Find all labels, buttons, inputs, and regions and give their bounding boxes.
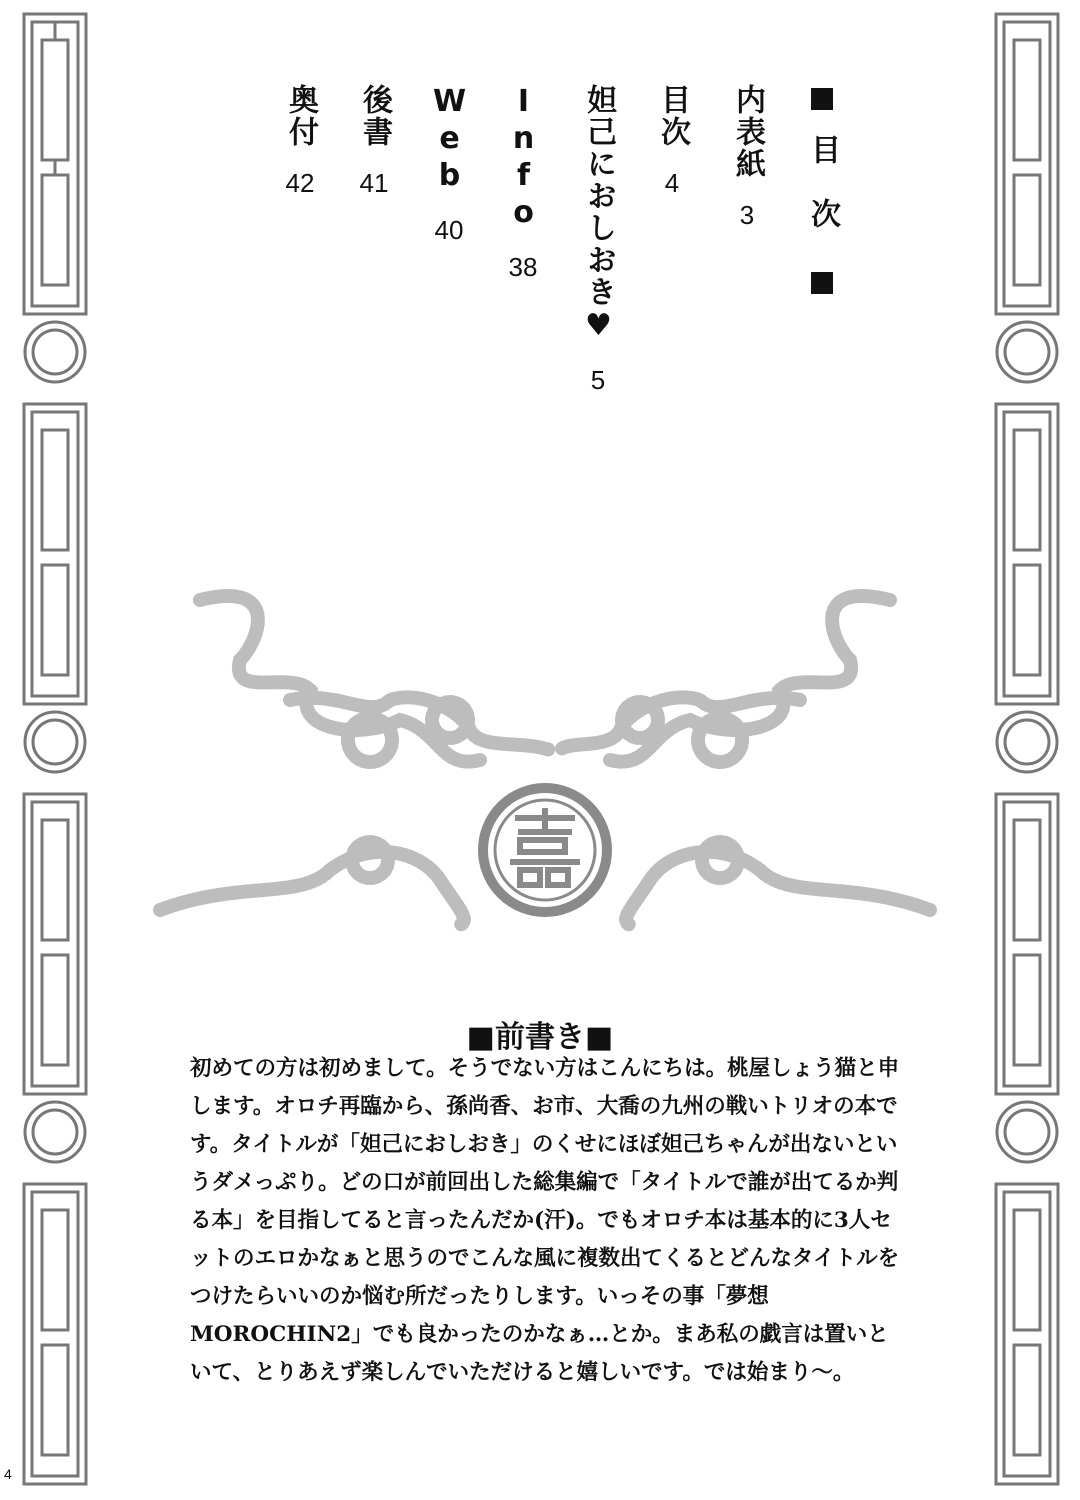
toc-entry [352,84,396,202]
toc-entry-page: 3 [739,200,755,230]
toc-entry [650,84,694,202]
double-happiness-seal-icon [483,788,607,912]
toc-entry-label: 目次 [655,84,690,148]
toc-title-text: 目次 [805,134,840,262]
toc-entry-page: 4 [664,168,680,198]
lattice-border-icon [992,0,1062,1500]
toc-entry [501,84,545,286]
table-of-contents [270,84,850,524]
toc-entry-label: 後書 [357,84,392,148]
lattice-border-icon [20,0,90,1500]
toc-entry-page: 40 [434,215,464,245]
toc-entry-label: Web [432,84,467,195]
page-number: 4 [4,1466,12,1482]
toc-entry-label: Info [506,84,541,232]
toc-entry-label: 内表紙 [730,84,765,180]
toc-entry [725,84,769,234]
toc-entry [427,84,471,249]
toc-entry-label: 妲己におしおき♥ [581,84,616,345]
preface-title: ■前書き■ [466,1020,614,1055]
toc-entry-page: 42 [285,168,315,198]
toc-entry-label: 奥付 [283,84,318,148]
toc-entry-page: 41 [359,168,389,198]
preface-body: 初めての方は初めまして。そうでない方はこんにちは。桃屋しょう猫と申します。オロチ再臨から、孫尚香、お市、大喬の九州の戦いトリオの本です。タイトルが「妲己におしおき」のくせにほぼ妲己ちゃんが出ないというダメっぷり。どの口が前回出した総集編で「タイトルで誰が出てるか判る本」を目指してると言ったんだか(汗)。でもオロチ本は基本的に3人セットのエロかなぁと思うのでこんな風に複数出てくるとどんなタイトルをつけたらいいのか悩む所だったりします。いっその事「夢想MOROCHIN2」でも良かったのかなぁ…とか。まあ私の戯言は置いといて、とりあえず楽しんでいただけると嬉しいです。では始まり〜。 [190,1056,900,1385]
toc-entry-page: 38 [508,252,538,282]
toc-entry [278,84,322,202]
auspicious-cloud-icon [140,580,950,940]
toc-entry-page: 5 [590,365,606,395]
toc-entry [576,84,620,399]
